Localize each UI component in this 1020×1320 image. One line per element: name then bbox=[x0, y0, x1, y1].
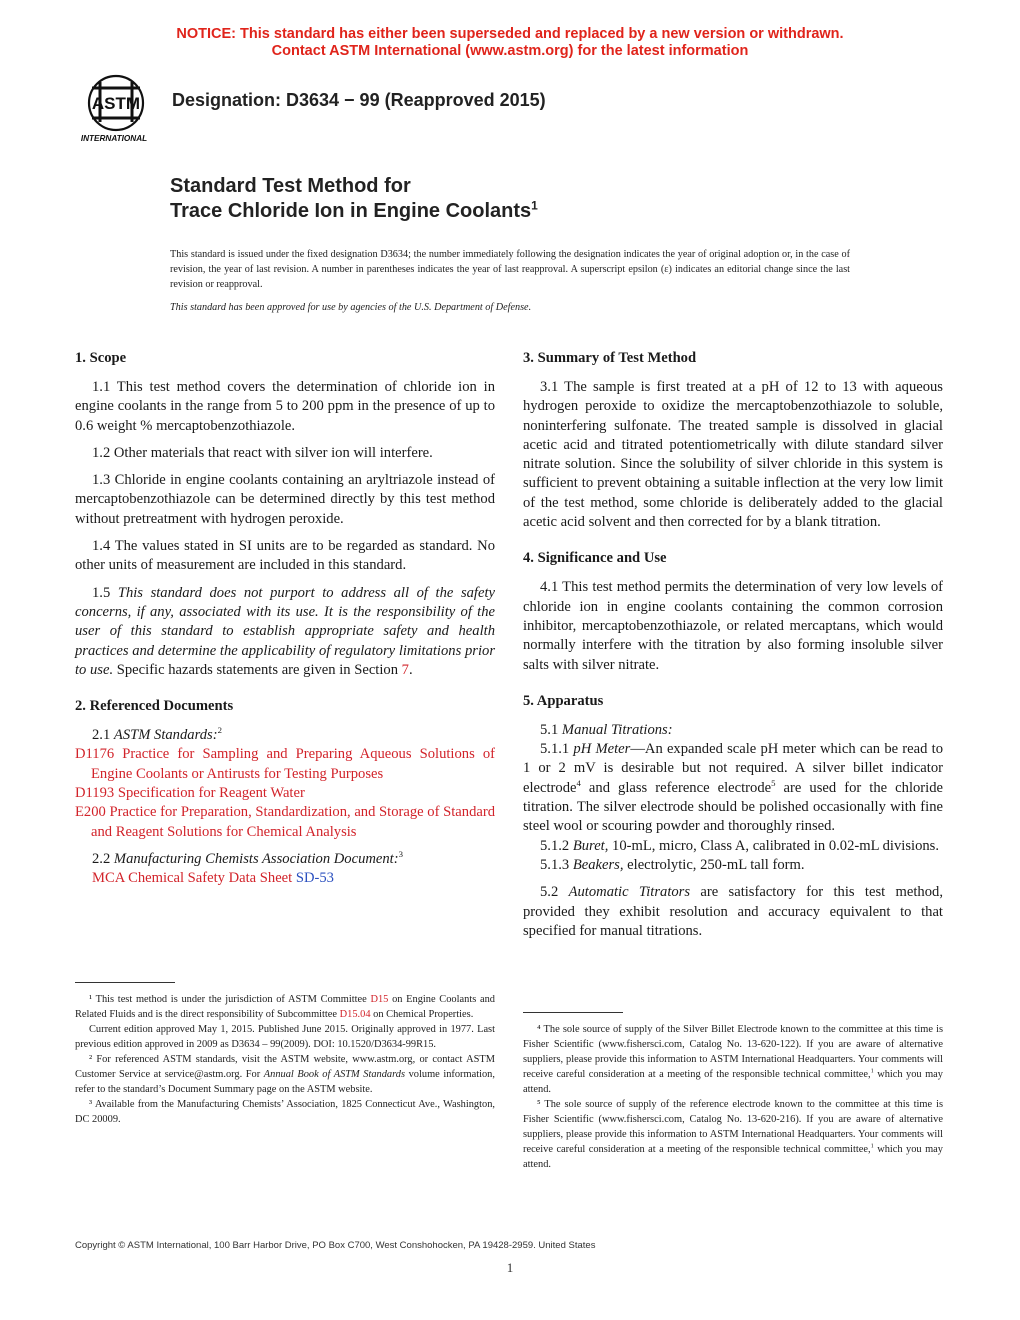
mca-reference: MCA Chemical Safety Data Sheet SD-53 bbox=[92, 870, 334, 887]
footnote-4: ⁴ The sole source of supply of the Silver Billet Electrode known to the committee at this time is Fisher Scientific (www.fishersci.com, Catalog No. 13-620-122). If you are aware of alternative suppliers, please provide this information to ASTM International Headquarters. Your comments will receive careful consideration at a meeting of the responsible technical committee,$^1$ which you may attend. bbox=[523, 1024, 943, 1095]
logo-sub: INTERNATIONAL bbox=[80, 134, 148, 143]
footnote-3: ³ Available from the Manufacturing Chemists’ Association, 1825 Connecticut Ave., Washington, DC 20009. bbox=[75, 1099, 495, 1125]
title-line-2: Trace Chloride Ion in Engine Coolants$^1$ bbox=[170, 198, 538, 222]
para-1-3: 1.3 Chloride in engine coolants containing an aryltriazole instead of mercaptobenzothiazole can be determined directly by this test method without pretreatment with hydrogen peroxide. bbox=[75, 472, 495, 527]
footnote-rule-left bbox=[75, 982, 175, 983]
title-line-1: Standard Test Method for bbox=[170, 175, 411, 197]
section-7-link[interactable]: 7 bbox=[401, 661, 409, 678]
d1504-link[interactable]: D15.04 bbox=[339, 1009, 371, 1020]
section-5-heading: 5. Apparatus bbox=[523, 692, 604, 709]
para-5-1-2: 5.1.2 Buret, 10-mL, micro, Class A, calibrated in 0.02-mL divisions. bbox=[540, 837, 939, 854]
para-5-1: 5.1 Manual Titrations: bbox=[540, 721, 673, 738]
d15-link[interactable]: D15 bbox=[370, 994, 389, 1005]
designation: Designation: D3634 − 99 (Reapproved 2015) bbox=[172, 90, 546, 110]
standard-title bbox=[170, 174, 538, 224]
copyright: Copyright © ASTM International, 100 Barr Harbor Drive, PO Box C700, West Conshohocken, PA 19428-2959. United States bbox=[75, 1240, 596, 1251]
para-4-1: 4.1 This test method permits the determination of very low levels of chloride ion in engine coolants containing the common corrosion inhibitor, mercaptobenzothiazole, or related mercaptans, which would normally interfere with the titration by also forming insoluble silver salts with silver nitrate. bbox=[523, 579, 943, 673]
ref-d1193[interactable]: D1193 Specification for Reagent Water bbox=[75, 785, 305, 802]
para-5-1-1: 5.1.1 pH Meter—An expanded scale pH meter which can be read to 1 or 2 mV is desirable but not required. A silver billet indicator electrode$^4$ and glass reference electrode$^5$ are used for the chloride titration. The silver electrode should be polished occasionally with fine steel wool or scouring powder and thoroughly rinsed. bbox=[523, 741, 943, 835]
footnote-1: ¹ This test method is under the jurisdiction of ASTM Committee D15 on Engine Coolants and Related Fluids and is the direct responsibility of Subcommittee D15.04 on Chemical Properties. bbox=[75, 994, 495, 1020]
footnote-2: ² For referenced ASTM standards, visit the ASTM website, www.astm.org, or contact ASTM Customer Service at service@astm.org. For Annual Book of ASTM Standards volume information, refer to the standard’s Document Summary page on the ASTM website. bbox=[75, 1054, 495, 1095]
footnotes-left bbox=[75, 992, 495, 1127]
right-column bbox=[523, 346, 943, 941]
para-2-2: 2.2 Manufacturing Chemists Association Document:$^3$ bbox=[92, 849, 403, 867]
astm-logo bbox=[70, 72, 162, 146]
intro-paragraph: This standard is issued under the fixed designation D3634; the number immediately following the designation indicates the year of original adoption or, in the case of revision, the year of last revision. A number in parentheses indicates the year of last reapproval. A superscript epsilon (ε) indicates an editorial change since the last revision or reapproval. bbox=[170, 249, 850, 290]
para-5-2: 5.2 Automatic Titrators are satisfactory for this test method, provided they exhibit resolution and accuracy equivalent to that specified for manual titrations. bbox=[523, 884, 943, 939]
para-1-4: 1.4 The values stated in SI units are to be regarded as standard. No other units of measurement are included in this standard. bbox=[75, 538, 495, 574]
para-3-1: 3.1 The sample is first treated at a pH of 12 to 13 with aqueous hydrogen peroxide to oxidize the mercaptobenzothiazole to soluble, noninterfering sulfonate. The treated sample is dissolved in glacial acetic acid and titrated potentiometrically with dilute standard silver nitrate solution. Since the solubility of silver chloride in this system is sufficient to prevent obtaining a suitable inflection at the very low limit of the test method, some chloride is deliberately added to the glacial acetic acid solvent and then corrected for by a blank titration. bbox=[523, 379, 943, 531]
ref-e200[interactable]: E200 Practice for Preparation, Standardization, and Storage of Standard and Reagent Solutions for Chemical Analysis bbox=[75, 804, 495, 840]
ref-d1176[interactable]: D1176 Practice for Sampling and Preparing Aqueous Solutions of Engine Coolants or Antirusts for Testing Purposes bbox=[75, 746, 496, 782]
notice-line-1: NOTICE: This standard has either been superseded and replaced by a new version or withdrawn. bbox=[176, 26, 844, 42]
para-1-1: 1.1 This test method covers the determination of chloride ion in engine coolants in the range from 5 to 200 ppm in the presence of up to 0.6 weight % mercaptobenzothiazole. bbox=[75, 379, 495, 434]
left-column bbox=[75, 346, 495, 889]
footnotes-right bbox=[523, 1022, 943, 1172]
para-5-1-3: 5.1.3 Beakers, electrolytic, 250-mL tall form. bbox=[540, 856, 805, 873]
notice-banner bbox=[0, 26, 1020, 60]
logo-mark: ASTM bbox=[91, 94, 141, 113]
page-number: 1 bbox=[506, 1260, 514, 1275]
section-3-heading: 3. Summary of Test Method bbox=[523, 350, 697, 366]
section-1-heading: 1. Scope bbox=[75, 350, 127, 366]
para-2-1: 2.1 ASTM Standards:$^2$ bbox=[92, 725, 222, 744]
section-2-heading: 2. Referenced Documents bbox=[75, 698, 234, 715]
approved-note: This standard has been approved for use by agencies of the U.S. Department of Defense. bbox=[170, 302, 532, 313]
para-1-2: 1.2 Other materials that react with silver ion will interfere. bbox=[92, 444, 433, 461]
footnote-1-edition: Current edition approved May 1, 2015. Published June 2015. Originally approved in 1977. Last previous edition approved in 2009 as D3634 – 99(2009). DOI: 10.1520/D3634-99R15. bbox=[75, 1024, 495, 1050]
para-1-5: 1.5 This standard does not purport to address all of the safety concerns, if any, associated with its use. It is the responsibility of the user of this standard to establish appropriate safety and health practices and determine the applicability of regulatory limitations prior to use. Specific hazards statements are given in Section 7. bbox=[75, 584, 495, 678]
footnote-5: ⁵ The sole source of supply of the reference electrode known to the committee at this time is Fisher Scientific (www.fishersci.com, Catalog No. 13-620-216). If you are aware of alternative suppliers, please provide this information to ASTM International Headquarters. Your comments will receive careful consideration at a meeting of the responsible technical committee,$^1$ which you may attend. bbox=[523, 1099, 943, 1170]
notice-line-2: Contact ASTM International (www.astm.org) for the latest information bbox=[271, 43, 749, 59]
section-4-heading: 4. Significance and Use bbox=[523, 550, 667, 567]
sd53-link[interactable]: SD-53 bbox=[295, 870, 334, 887]
footnote-rule-right bbox=[523, 1012, 623, 1013]
